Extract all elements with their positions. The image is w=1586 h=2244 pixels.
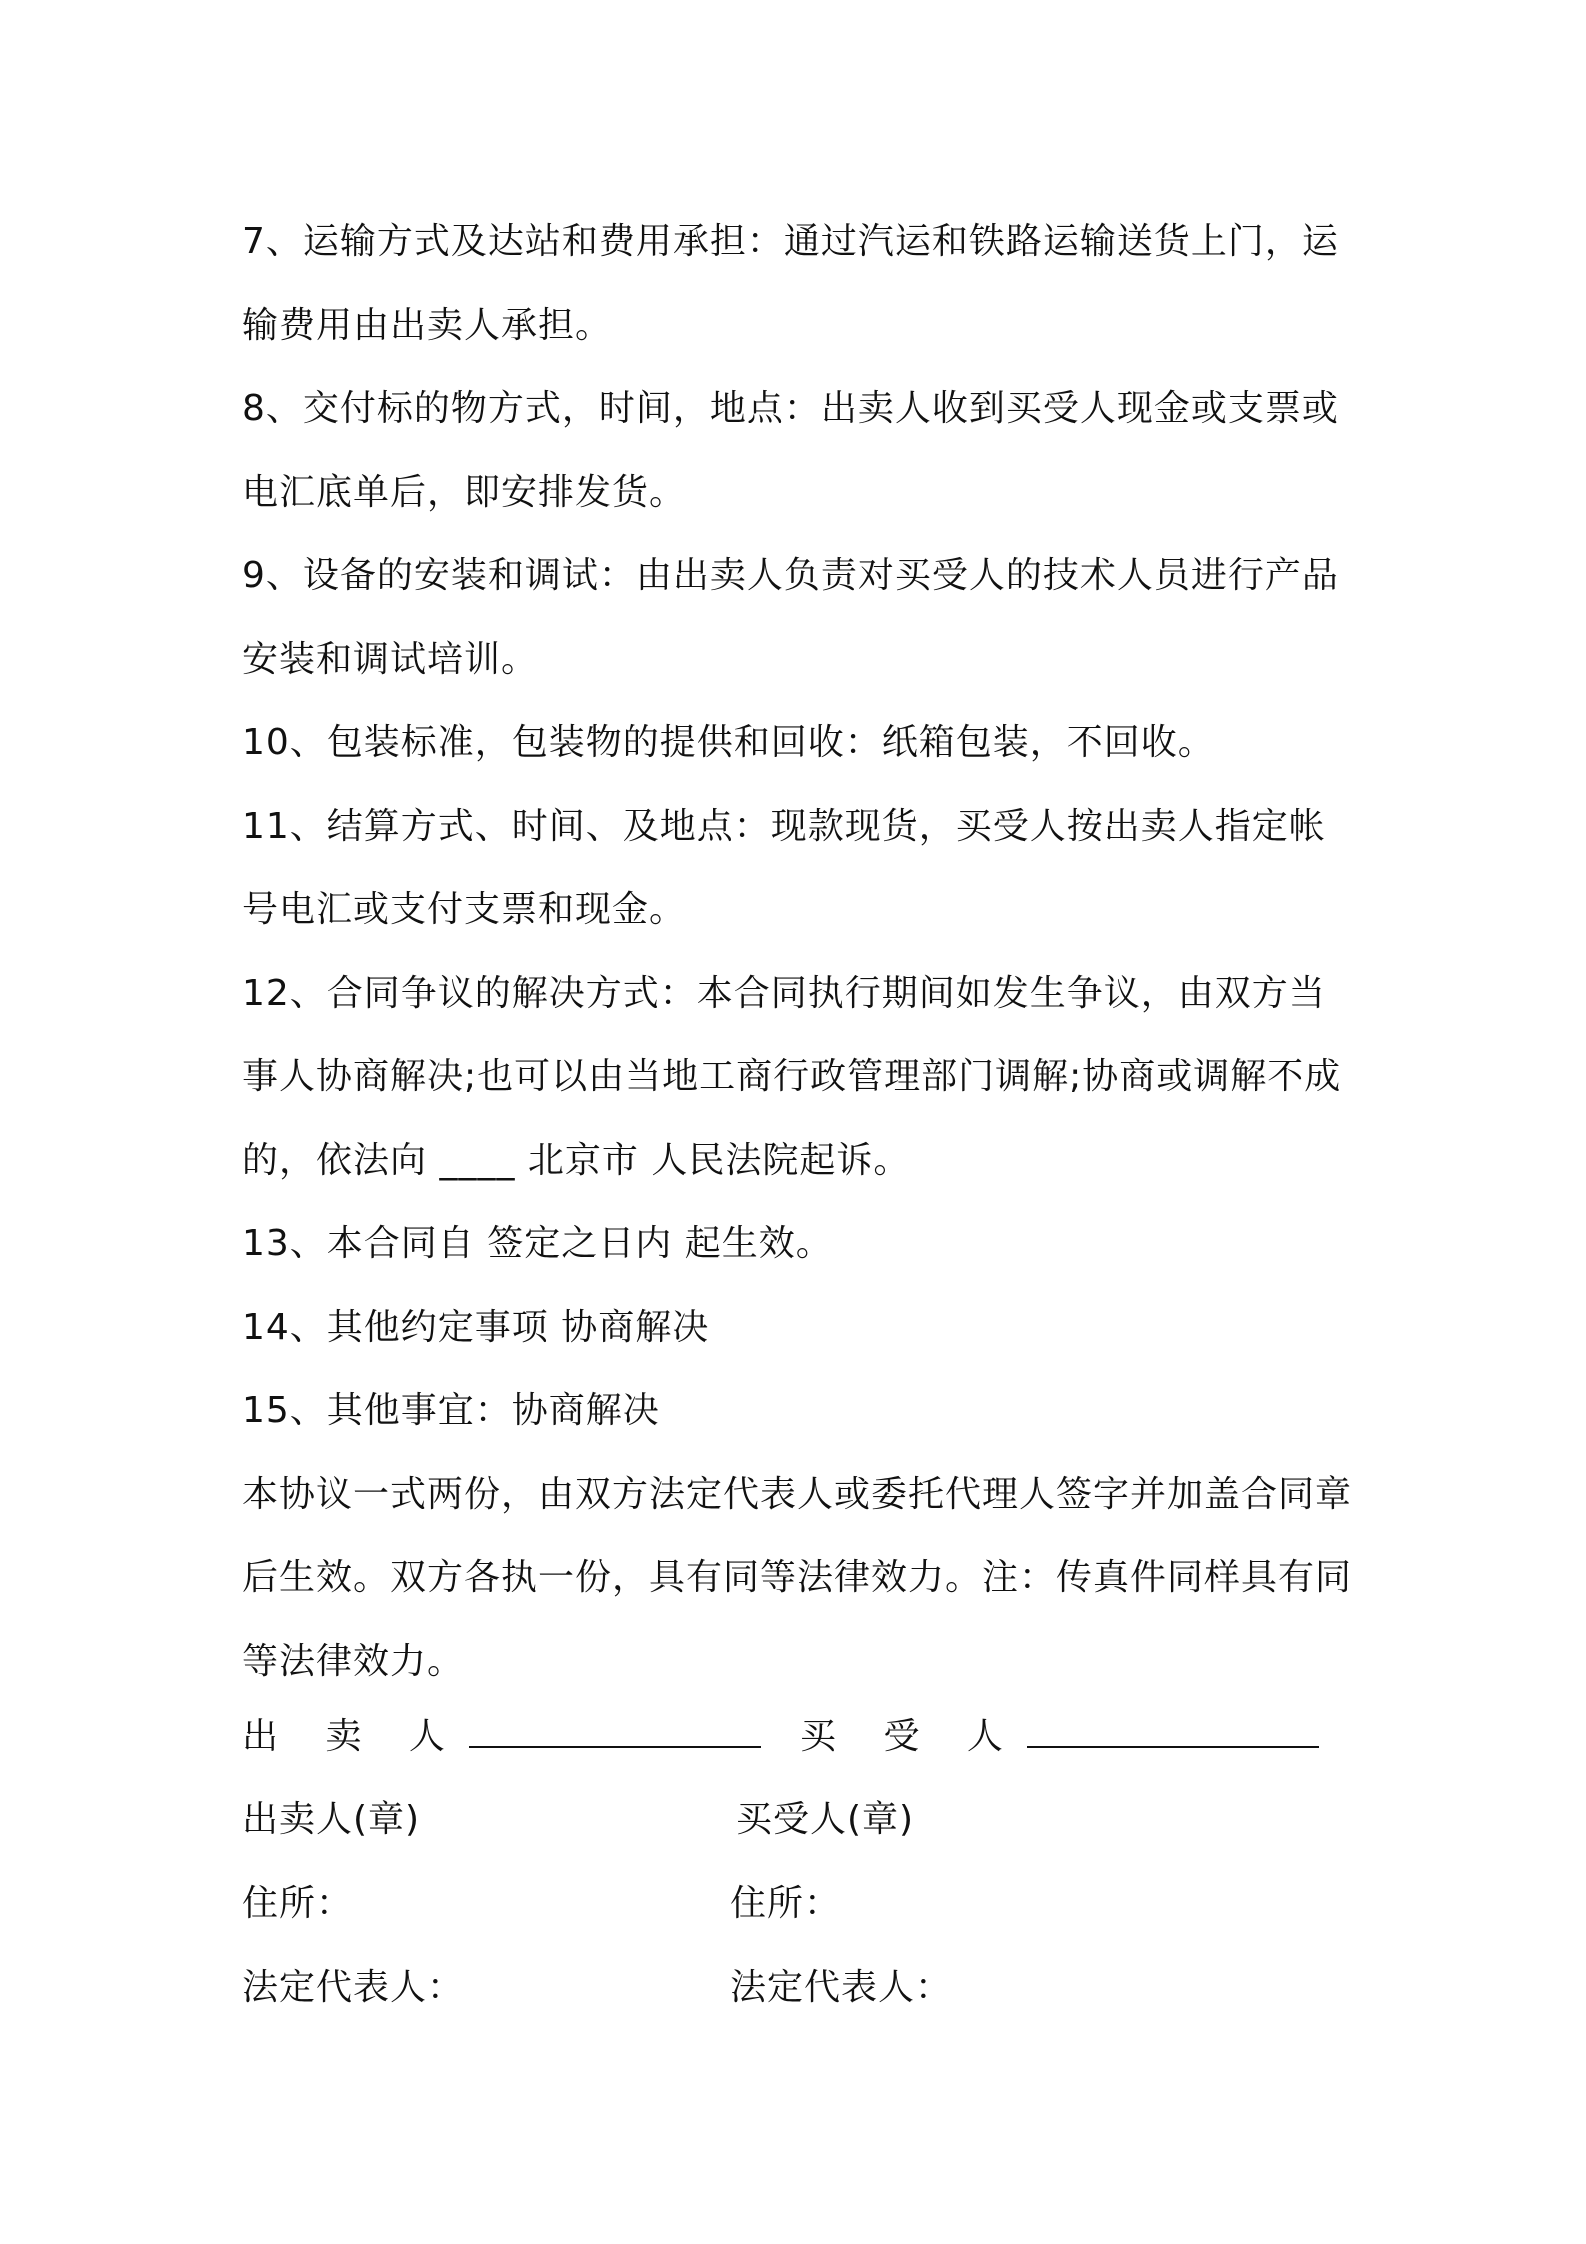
contract-clauses bbox=[242, 200, 1362, 1703]
clause-9: 9、设备的安装和调试：由出卖人负责对买受人的技术人员进行产品安装和调试培训。 bbox=[242, 555, 1339, 680]
buyer-seal: 买受人(章) bbox=[736, 1799, 915, 1840]
seller-seal: 出卖人(章) bbox=[242, 1799, 421, 1840]
clause-14: 14、其他约定事项 协商解决 bbox=[242, 1306, 710, 1348]
clause-13: 13、本合同自 签定之日内 起生效。 bbox=[242, 1223, 833, 1264]
clause-10: 10、包装标准，包装物的提供和回收：纸箱包装，不回收。 bbox=[242, 722, 1215, 763]
agreement-note: 本协议一式两份，由双方法定代表人或委托代理人签字并加盖合同章后生效。双方各执一份，具有同等法律效力。注：传真件同样具有同等法律效力。 bbox=[242, 1473, 1353, 1682]
buyer-address: 住所： bbox=[730, 1883, 842, 1924]
buyer-signature-blank bbox=[1027, 1714, 1319, 1748]
clause-12: 12、合同争议的解决方式：本合同执行期间如发生争议，由双方当事人协商解决;也可以由当地工商行政管理部门调解;协商或调解不成的，依法向 ____ 北京市 人民法院起诉。 bbox=[242, 972, 1342, 1181]
seller-label: 出 卖 人 bbox=[242, 1716, 463, 1757]
seller-signature-line bbox=[242, 1714, 761, 1759]
seller-signature-blank bbox=[469, 1714, 761, 1748]
clause-8: 8、交付标的物方式，时间，地点：出卖人收到买受人现金或支票或电汇底单后，即安排发货。 bbox=[242, 388, 1339, 513]
clause-11: 11、结算方式、时间、及地点：现款现货，买受人按出卖人指定帐号电汇或支付支票和现金。 bbox=[242, 805, 1326, 930]
clause-7: 7、运输方式及达站和费用承担：通过汽运和铁路运输送货上门，运输费用由出卖人承担。 bbox=[242, 221, 1339, 346]
seller-address: 住所： bbox=[242, 1883, 354, 1924]
buyer-signature-line bbox=[800, 1714, 1319, 1759]
buyer-legal-rep: 法定代表人： bbox=[730, 1967, 953, 2008]
seller-legal-rep: 法定代表人： bbox=[242, 1967, 465, 2008]
buyer-label: 买 受 人 bbox=[800, 1716, 1021, 1757]
clause-15: 15、其他事宜：协商解决 bbox=[242, 1390, 660, 1431]
